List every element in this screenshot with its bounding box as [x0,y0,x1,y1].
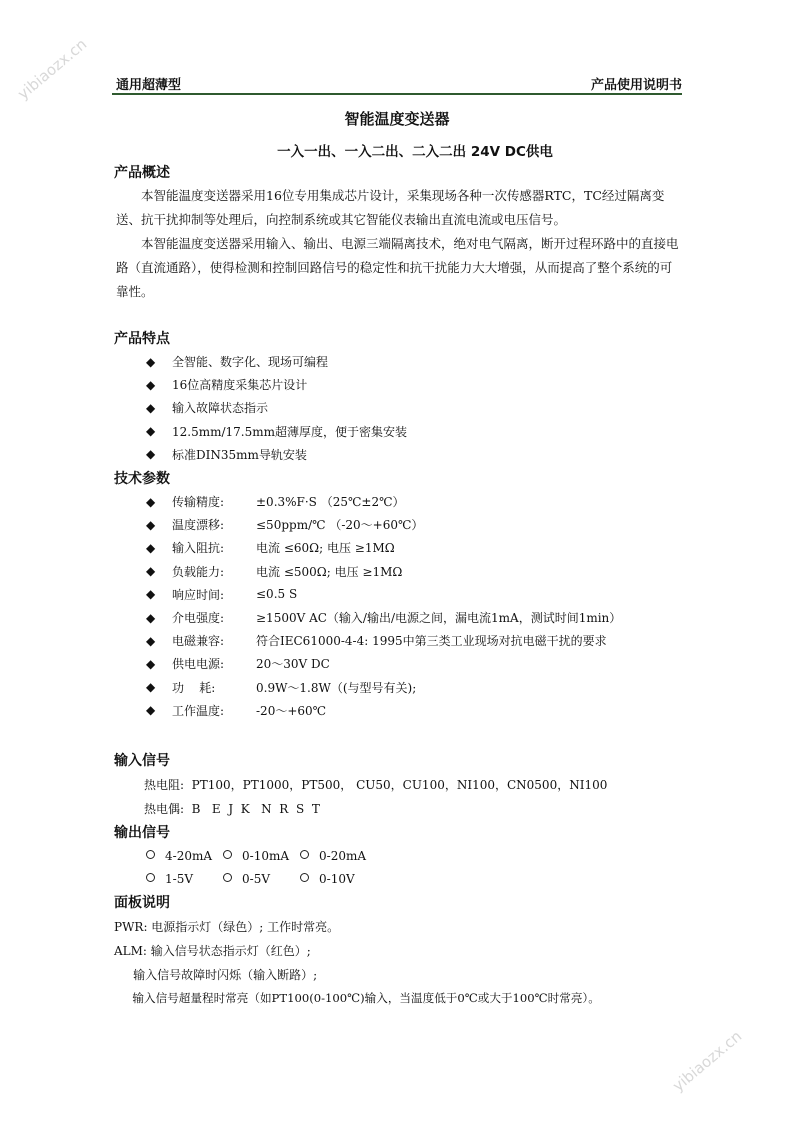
output-option [146,849,223,863]
feature-text: 16位高精度采集芯片设计 [172,378,308,393]
spec-label: 响应时间: [172,587,225,602]
spec-label: 介电强度: [172,611,225,626]
panel-line-pwr: PWR: 电源指示灯（绿色）; 工作时常亮。 [114,920,340,934]
output-option-label: 0-10V [319,872,355,886]
list-item [146,420,407,443]
diamond-bullet-icon: ◆ [146,656,156,671]
spec-value: ≤0.5 S [256,587,298,602]
output-options-row [146,849,377,863]
spec-row [146,513,621,536]
diamond-bullet-icon: ◆ [146,703,156,718]
spec-row [146,536,621,559]
thermocouple-types: 热电偶: B E J K N R S T [144,802,320,816]
list-item [146,373,407,396]
diamond-bullet-icon: ◆ [146,494,156,509]
output-option-label: 0-5V [242,872,270,886]
circle-bullet-icon [300,850,309,859]
spec-row [146,629,621,652]
feature-text: 12.5mm/17.5mm超薄厚度，便于密集安装 [172,424,407,439]
list-item [146,350,407,373]
circle-bullet-icon [300,873,309,882]
overview-body [116,184,684,304]
circle-bullet-icon [146,850,155,859]
spec-row [146,699,621,722]
output-option-label: 0-10mA [242,849,290,863]
overview-paragraph: 本智能温度变送器采用16位专用集成芯片设计，采集现场各种一次传感器RTC，TC经过隔离变送、抗干扰抑制等处理后，向控制系统或其它智能仪表输出直流电流或电压信号。 [116,188,665,227]
spec-value: 电流 ≤500Ω; 电压 ≥1MΩ [256,564,403,579]
spec-label: 供电电源: [172,657,225,672]
diamond-bullet-icon: ◆ [146,680,156,695]
diamond-bullet-icon: ◆ [146,424,156,439]
output-option [223,849,300,863]
watermark-bottom-right: yibiaozx.cn [669,1026,746,1096]
spec-row [146,606,621,629]
feature-text: 输入故障状态指示 [172,401,269,416]
spec-label: 温度漂移: [172,518,225,533]
header-left: 通用超薄型 [116,78,182,93]
output-option [300,849,377,863]
document-subtitle: 一入一出、一入二出、二入二出 24V DC供电 [277,144,553,160]
specs-list [146,490,621,722]
rtd-types: 热电阻: PT100，PT1000，PT500， CU50，CU100，NI100，CN0500，NI100 [144,778,608,792]
output-option-label: 4-20mA [165,849,213,863]
feature-text: 全智能、数字化、现场可编程 [172,355,329,370]
output-option [300,872,377,886]
spec-label: 功 耗: [172,680,216,695]
output-option-label: 1-5V [165,872,193,886]
section-heading-panel: 面板说明 [114,895,170,911]
diamond-bullet-icon: ◆ [146,633,156,648]
spec-value: ≤50ppm/℃ （-20～+60℃） [256,518,424,533]
spec-value: 电流 ≤60Ω; 电压 ≥1MΩ [256,541,395,556]
diamond-bullet-icon: ◆ [146,610,156,625]
section-heading-specs: 技术参数 [114,471,170,487]
spec-row [146,583,621,606]
spec-label: 负载能力: [172,564,225,579]
spec-value: -20～+60℃ [256,703,327,718]
header-right: 产品使用说明书 [590,78,682,93]
diamond-bullet-icon: ◆ [146,400,156,415]
output-option [223,872,300,886]
diamond-bullet-icon: ◆ [146,540,156,555]
diamond-bullet-icon: ◆ [146,587,156,602]
spec-label: 输入阻抗: [172,541,225,556]
section-heading-overview: 产品概述 [114,165,170,181]
features-list [146,350,407,466]
spec-label: 传输精度: [172,495,225,510]
panel-line-alm-fault: 输入信号故障时闪烁（输入断路）; [114,968,318,982]
spec-label: 电磁兼容: [172,634,225,649]
overview-paragraph: 本智能温度变送器采用输入、输出、电源三端隔离技术，绝对电气隔离，断开过程环路中的直接电路（直流通路），使得检测和控制回路信号的稳定性和抗干扰能力大大增强，从而提高了整个系统的可靠性。 [116,236,679,299]
spec-row [146,490,621,513]
section-heading-features: 产品特点 [114,331,170,347]
spec-value: 20～30V DC [256,657,330,672]
spec-value: 0.9W～1.8W（(与型号有关); [256,680,417,695]
document-title: 智能温度变送器 [344,110,450,128]
spec-row [146,560,621,583]
list-item [146,443,407,466]
header-rule [112,93,682,95]
circle-bullet-icon [223,850,232,859]
output-options-row [146,872,377,886]
diamond-bullet-icon: ◆ [146,377,156,392]
diamond-bullet-icon: ◆ [146,517,156,532]
list-item [146,396,407,419]
spec-label: 工作温度: [172,703,225,718]
spec-value: ≥1500V AC（输入/输出/电源之间，漏电流1mA，测试时间1min） [256,611,622,626]
circle-bullet-icon [223,873,232,882]
circle-bullet-icon [146,873,155,882]
watermark-top-left: yibiaozx.cn [14,34,91,104]
diamond-bullet-icon: ◆ [146,447,156,462]
spec-row [146,652,621,675]
panel-line-alm: ALM: 输入信号状态指示灯（红色）; [114,944,311,958]
output-option-label: 0-20mA [319,849,367,863]
spec-value: 符合IEC61000-4-4: 1995中第三类工业现场对抗电磁干扰的要求 [256,634,607,649]
output-option [146,872,223,886]
diamond-bullet-icon: ◆ [146,354,156,369]
feature-text: 标准DIN35mm导轨安装 [172,447,307,462]
diamond-bullet-icon: ◆ [146,564,156,579]
spec-row [146,676,621,699]
section-heading-output: 输出信号 [114,825,170,841]
section-heading-input: 输入信号 [114,753,170,769]
spec-value: ±0.3%F·S （25℃±2℃） [256,495,405,510]
panel-line-alm-overrange: 输入信号超量程时常亮（如PT100(0-100℃)输入，当温度低于0℃或大于100℃时常亮）。 [114,991,600,1005]
